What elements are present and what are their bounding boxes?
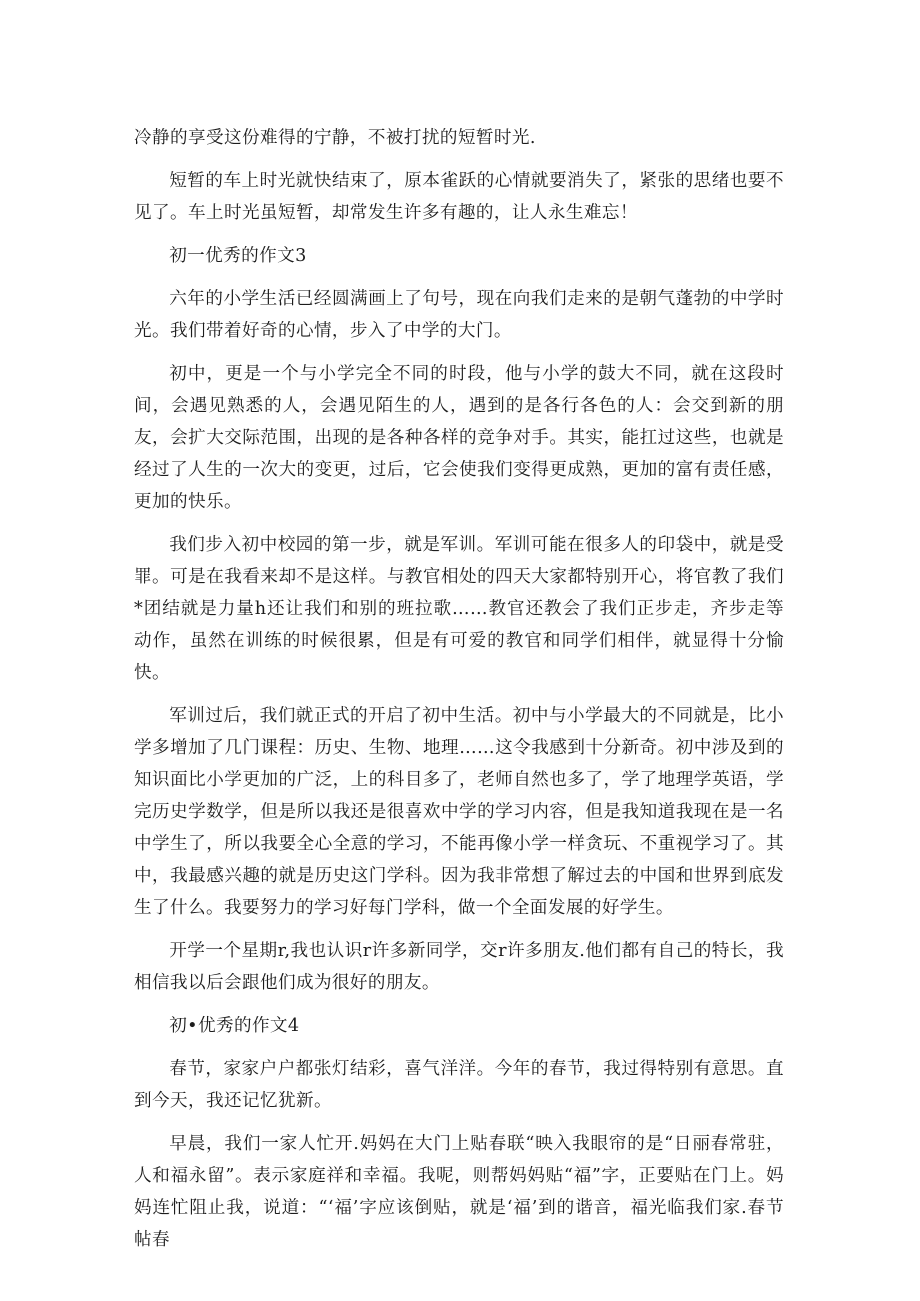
document-body [134,122,784,1267]
paragraph: 六年的小学生活已经圆满画上了句号，现在向我们走来的是朝气蓬勃的中学时光。我们带着好奇的心情，步入了中学的大门。 [134,289,784,341]
paragraph: 早晨，我们一家人忙开.妈妈在大门上贴春联“映入我眼帘的是“日丽春常驻，人和福永留”。表示家庭祥和幸福。我呢，则帮妈妈贴“福”字，正要贴在门上。妈妈连忙阻止我，说道：“‘福’字应该倒贴，就是‘福’到的谐音，福光临我们家.春节帖春 [134,1134,784,1250]
paragraph: 我们步入初中校园的第一步，就是军训。军训可能在很多人的印袋中，就是受罪。可是在我看来却不是这样。与教官相处的四天大家都特别开心，将官教了我们*团结就是力量h还让我们和别的班拉歌……教官还教会了我们正步走，齐步走等动作，虽然在训练的时候很累，但是有可爱的教官和同学们相伴，就显得十分愉快。 [134,535,784,683]
paragraph: 初中，更是一个与小学完全不同的时段，他与小学的鼓大不同，就在这段时间，会遇见熟悉的人，会遇见陌生的人，遇到的是各行各色的人：会交到新的朋友，会扩大交际范围，出现的是各种各样的竞争对手。其实，能扛过这些，也就是经过了人生的一次大的变更，过后，它会使我们变得更成熟，更加的富有责任感，更加的快乐。 [134,364,784,512]
paragraph: 春节，家家户户都张灯结彩，喜气洋洋。今年的春节，我过得特别有意思。直到今天，我还记忆犹新。 [134,1059,784,1111]
paragraph: 冷静的享受这份难得的宁静，不被打扰的短暂时光. [134,128,536,148]
paragraph: 军训过后，我们就正式的开启了初中生活。初中与小学最大的不同就是，比小学多增加了几门课程：历史、生物、地理……这令我感到十分新奇。初中涉及到的知识面比小学更加的广泛，上的科目多了，老师自然也多了，学了地理学英语，学完历史学数学，但是所以我还是很喜欢中学的学习内容，但是我知道我现在是一名中学生了，所以我要全心全意的学习，不能再像小学一样贪玩、不重视学习了。其中，我最感兴趣的就是历史这门学科。因为我非常想了解过去的中国和世界到底发生了什么。我要努力的学习好每门学科，做一个全面发展的好学生。 [134,706,784,918]
section-heading: 初一优秀的作文3 [169,246,307,266]
section-heading: 初•优秀的作文4 [169,1016,300,1036]
paragraph: 短暂的车上时光就快结束了，原本雀跃的心情就要消失了，紧张的思绪也要不见了。车上时光虽短暂，却常发生许多有趣的，让人永生难忘！ [134,171,784,223]
paragraph: 开学一个星期r,我也认识r许多新同学，交r许多朋友.他们都有自己的特长，我相信我以后会跟他们成为很好的朋友。 [134,941,784,993]
